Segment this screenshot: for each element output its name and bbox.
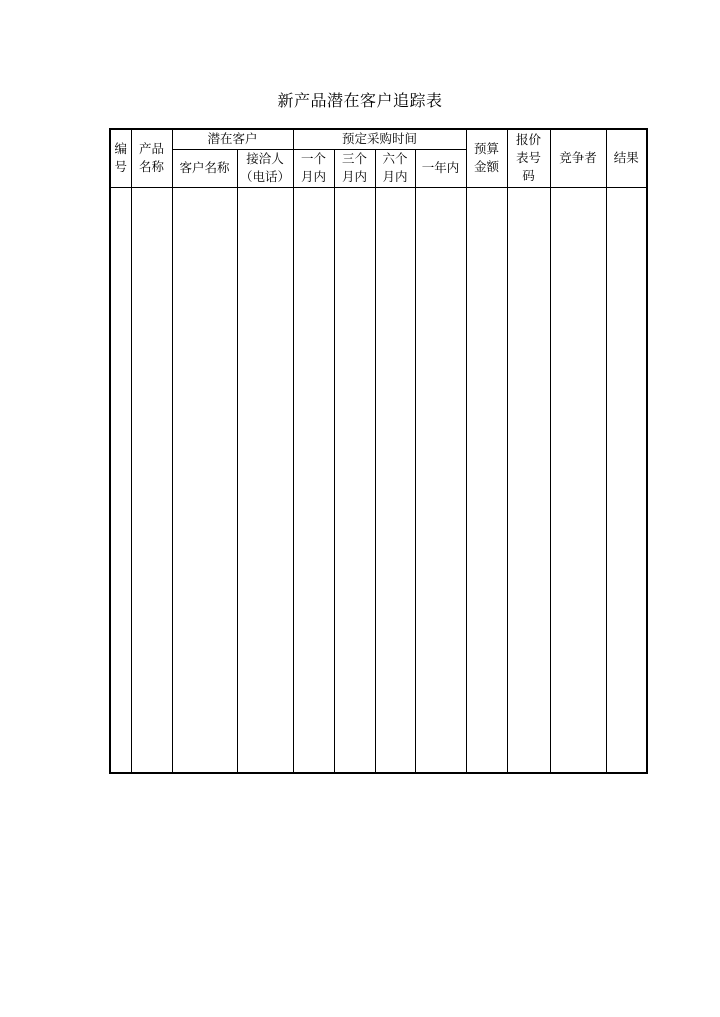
budget-amount-cell[interactable] [466, 187, 507, 773]
one-year-cell[interactable] [415, 187, 466, 773]
header-competitor: 竞争者 [550, 129, 606, 187]
competitor-cell[interactable] [550, 187, 606, 773]
header-contact-person: 接洽人 （电话） [237, 149, 293, 187]
header-potential-customer: 潜在客户 [172, 129, 293, 149]
product-name-cell[interactable] [131, 187, 172, 773]
document-title: 新产品潜在客户追踪表 [277, 91, 443, 110]
quote-number-cell[interactable] [507, 187, 550, 773]
result-cell[interactable] [606, 187, 647, 773]
header-within-one-month: 一个 月内 [293, 149, 334, 187]
six-months-cell[interactable] [375, 187, 415, 773]
tracking-table [109, 128, 648, 774]
header-quote-number: 报价 表号 码 [507, 129, 550, 187]
header-row-1 [110, 129, 647, 149]
header-planned-purchase-time: 预定采购时间 [293, 129, 466, 149]
serial-cell[interactable] [110, 187, 131, 773]
header-within-six-months: 六个 月内 [375, 149, 415, 187]
header-customer-name: 客户名称 [172, 149, 237, 187]
customer-name-cell[interactable] [172, 187, 237, 773]
header-within-one-year: 一年内 [415, 149, 466, 187]
contact-person-cell[interactable] [237, 187, 293, 773]
header-result: 结果 [606, 129, 647, 187]
header-product-name: 产品 名称 [131, 129, 172, 187]
header-budget-amount: 预算 金额 [466, 129, 507, 187]
header-within-three-months: 三个 月内 [334, 149, 375, 187]
one-month-cell[interactable] [293, 187, 334, 773]
three-months-cell[interactable] [334, 187, 375, 773]
table-body-row [110, 187, 647, 773]
header-serial: 编 号 [110, 129, 131, 187]
